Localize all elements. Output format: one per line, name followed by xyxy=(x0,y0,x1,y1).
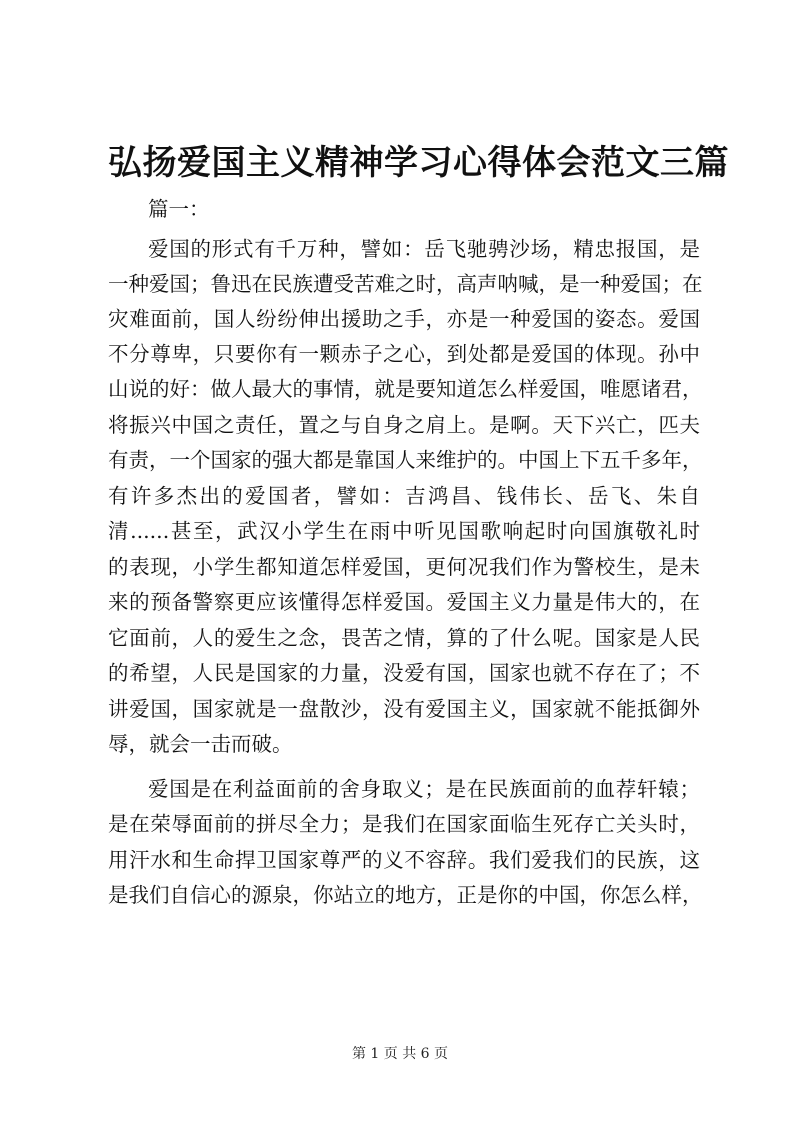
paragraph1-line: 讲爱国，国家就是一盘散沙，没有爱国主义，国家就不能抵御外 xyxy=(108,697,700,721)
paragraph1-line: 有许多杰出的爱国者，譬如：吉鸿昌、钱伟长、岳飞、朱自 xyxy=(108,484,700,508)
paragraph1-line: 将振兴中国之责任，置之与自身之肩上。是啊。天下兴亡，匹夫 xyxy=(108,413,700,437)
paragraph2-line: 爱国是在利益面前的舍身取义；是在民族面前的血荐轩辕； xyxy=(148,777,700,801)
paragraph1-line: 不分尊卑，只要你有一颗赤子之心，到处都是爱国的体现。孙中 xyxy=(108,342,700,366)
paragraph1-line: 的表现，小学生都知道怎样爱国，更何况我们作为警校生，是未 xyxy=(108,555,700,579)
paragraph1-line: 灾难面前，国人纷纷伸出援助之手，亦是一种爱国的姿态。爱国 xyxy=(108,307,700,331)
paragraph1-line: 辱，就会一击而破。 xyxy=(108,732,293,756)
paragraph1-line: 山说的好：做人最大的事情，就是要知道怎么样爱国，唯愿诸君， xyxy=(108,377,703,401)
paragraph1-line: 清......甚至，武汉小学生在雨中听见国歌响起时向国旗敬礼时 xyxy=(108,519,700,543)
paragraph1-line: 它面前，人的爱生之念，畏苦之情，算的了什么呢。国家是人民 xyxy=(108,626,700,650)
paragraph2-line: 用汗水和生命捍卫国家尊严的义不容辞。我们爱我们的民族，这 xyxy=(108,848,700,872)
paragraph2-line: 是我们自信心的源泉，你站立的地方，正是你的中国，你怎么样， xyxy=(108,883,703,907)
paragraph1-line: 来的预备警察更应该懂得怎样爱国。爱国主义力量是伟大的，在 xyxy=(108,590,700,614)
paragraph2-line: 是在荣辱面前的拼尽全力；是我们在国家面临生死存亡关头时， xyxy=(108,812,700,836)
paragraph1-line: 的希望，人民是国家的力量，没爱有国，国家也就不存在了；不 xyxy=(108,661,700,685)
page-number-footer: 第 1 页 共 6 页 xyxy=(351,1046,449,1062)
document-title: 弘扬爱国主义精神学习心得体会范文三篇 xyxy=(108,143,729,183)
paragraph1-line: 爱国的形式有千万种，譬如：岳飞驰骋沙场，精忠报国，是 xyxy=(148,237,700,261)
paragraph1-line: 一种爱国；鲁迅在民族遭受苦难之时，高声呐喊，是一种爱国；在 xyxy=(108,272,703,296)
section-label: 篇一： xyxy=(148,197,210,221)
paragraph1-line: 有责，一个国家的强大都是靠国人来维护的。中国上下五千多年， xyxy=(108,448,703,472)
